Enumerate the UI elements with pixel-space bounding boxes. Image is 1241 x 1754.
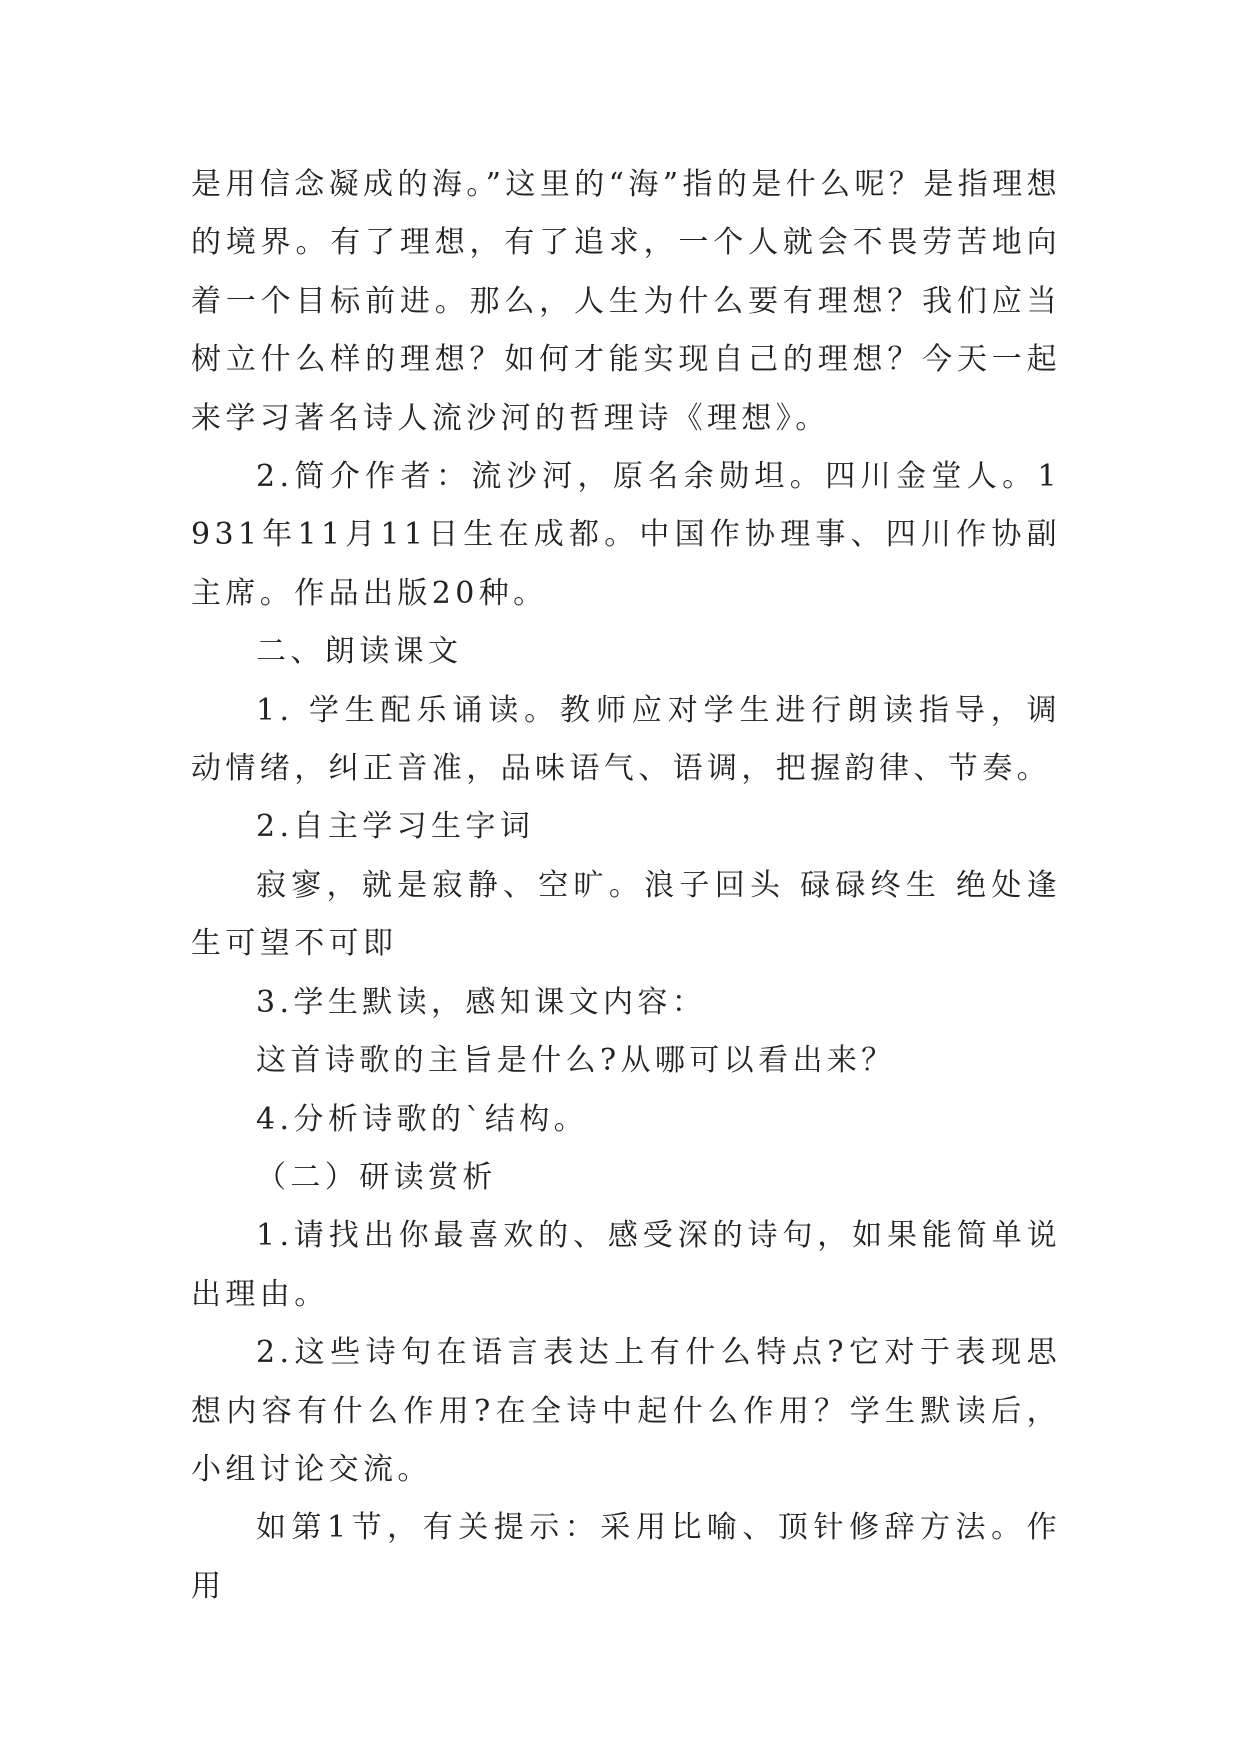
paragraph: 寂寥，就是寂静、空旷。浪子回头 碌碌终生 绝处逢生可望不可即 bbox=[191, 867, 1061, 962]
document-body bbox=[191, 156, 1061, 1616]
paragraph: 2.简介作者：流沙河，原名余勋坦。四川金堂人。1931年11月11日生在成都。中国作协理事、四川作协副主席。作品出版20种。 bbox=[191, 459, 1061, 611]
section-heading: 二、朗读课文 bbox=[256, 634, 463, 670]
paragraph: 1. 学生配乐诵读。教师应对学生进行朗读指导，调动情绪，纠正音准，品味语气、语调，把握韵律、节奏。 bbox=[191, 692, 1061, 787]
paragraph: 是用信念凝成的海。”这里的“海”指的是什么呢？是指理想的境界。有了理想，有了追求，一个人就会不畏劳苦地向着一个目标前进。那么，人生为什么要有理想？我们应当树立什么样的理想？如何才能实现自己的理想？今天一起来学习著名诗人流沙河的哲理诗《理想》。 bbox=[191, 167, 1061, 436]
paragraph: 2.这些诗句在语言表达上有什么特点?它对于表现思想内容有什么作用?在全诗中起什么作用？学生默读后，小组讨论交流。 bbox=[191, 1335, 1061, 1487]
paragraph: 如第1节，有关提示：采用比喻、顶针修辞方法。作用 bbox=[191, 1510, 1061, 1604]
paragraph: 这首诗歌的主旨是什么?从哪可以看出来？ bbox=[256, 1043, 896, 1079]
paragraph: 2.自主学习生字词 bbox=[256, 809, 535, 845]
paragraph: 1.请找出你最喜欢的、感受深的诗句，如果能简单说出理由。 bbox=[191, 1218, 1061, 1312]
paragraph: 3.学生默读，感知课文内容： bbox=[256, 984, 707, 1020]
section-heading: （二）研读赏析 bbox=[256, 1159, 497, 1195]
paragraph: 4.分析诗歌的`结构。 bbox=[256, 1101, 589, 1137]
